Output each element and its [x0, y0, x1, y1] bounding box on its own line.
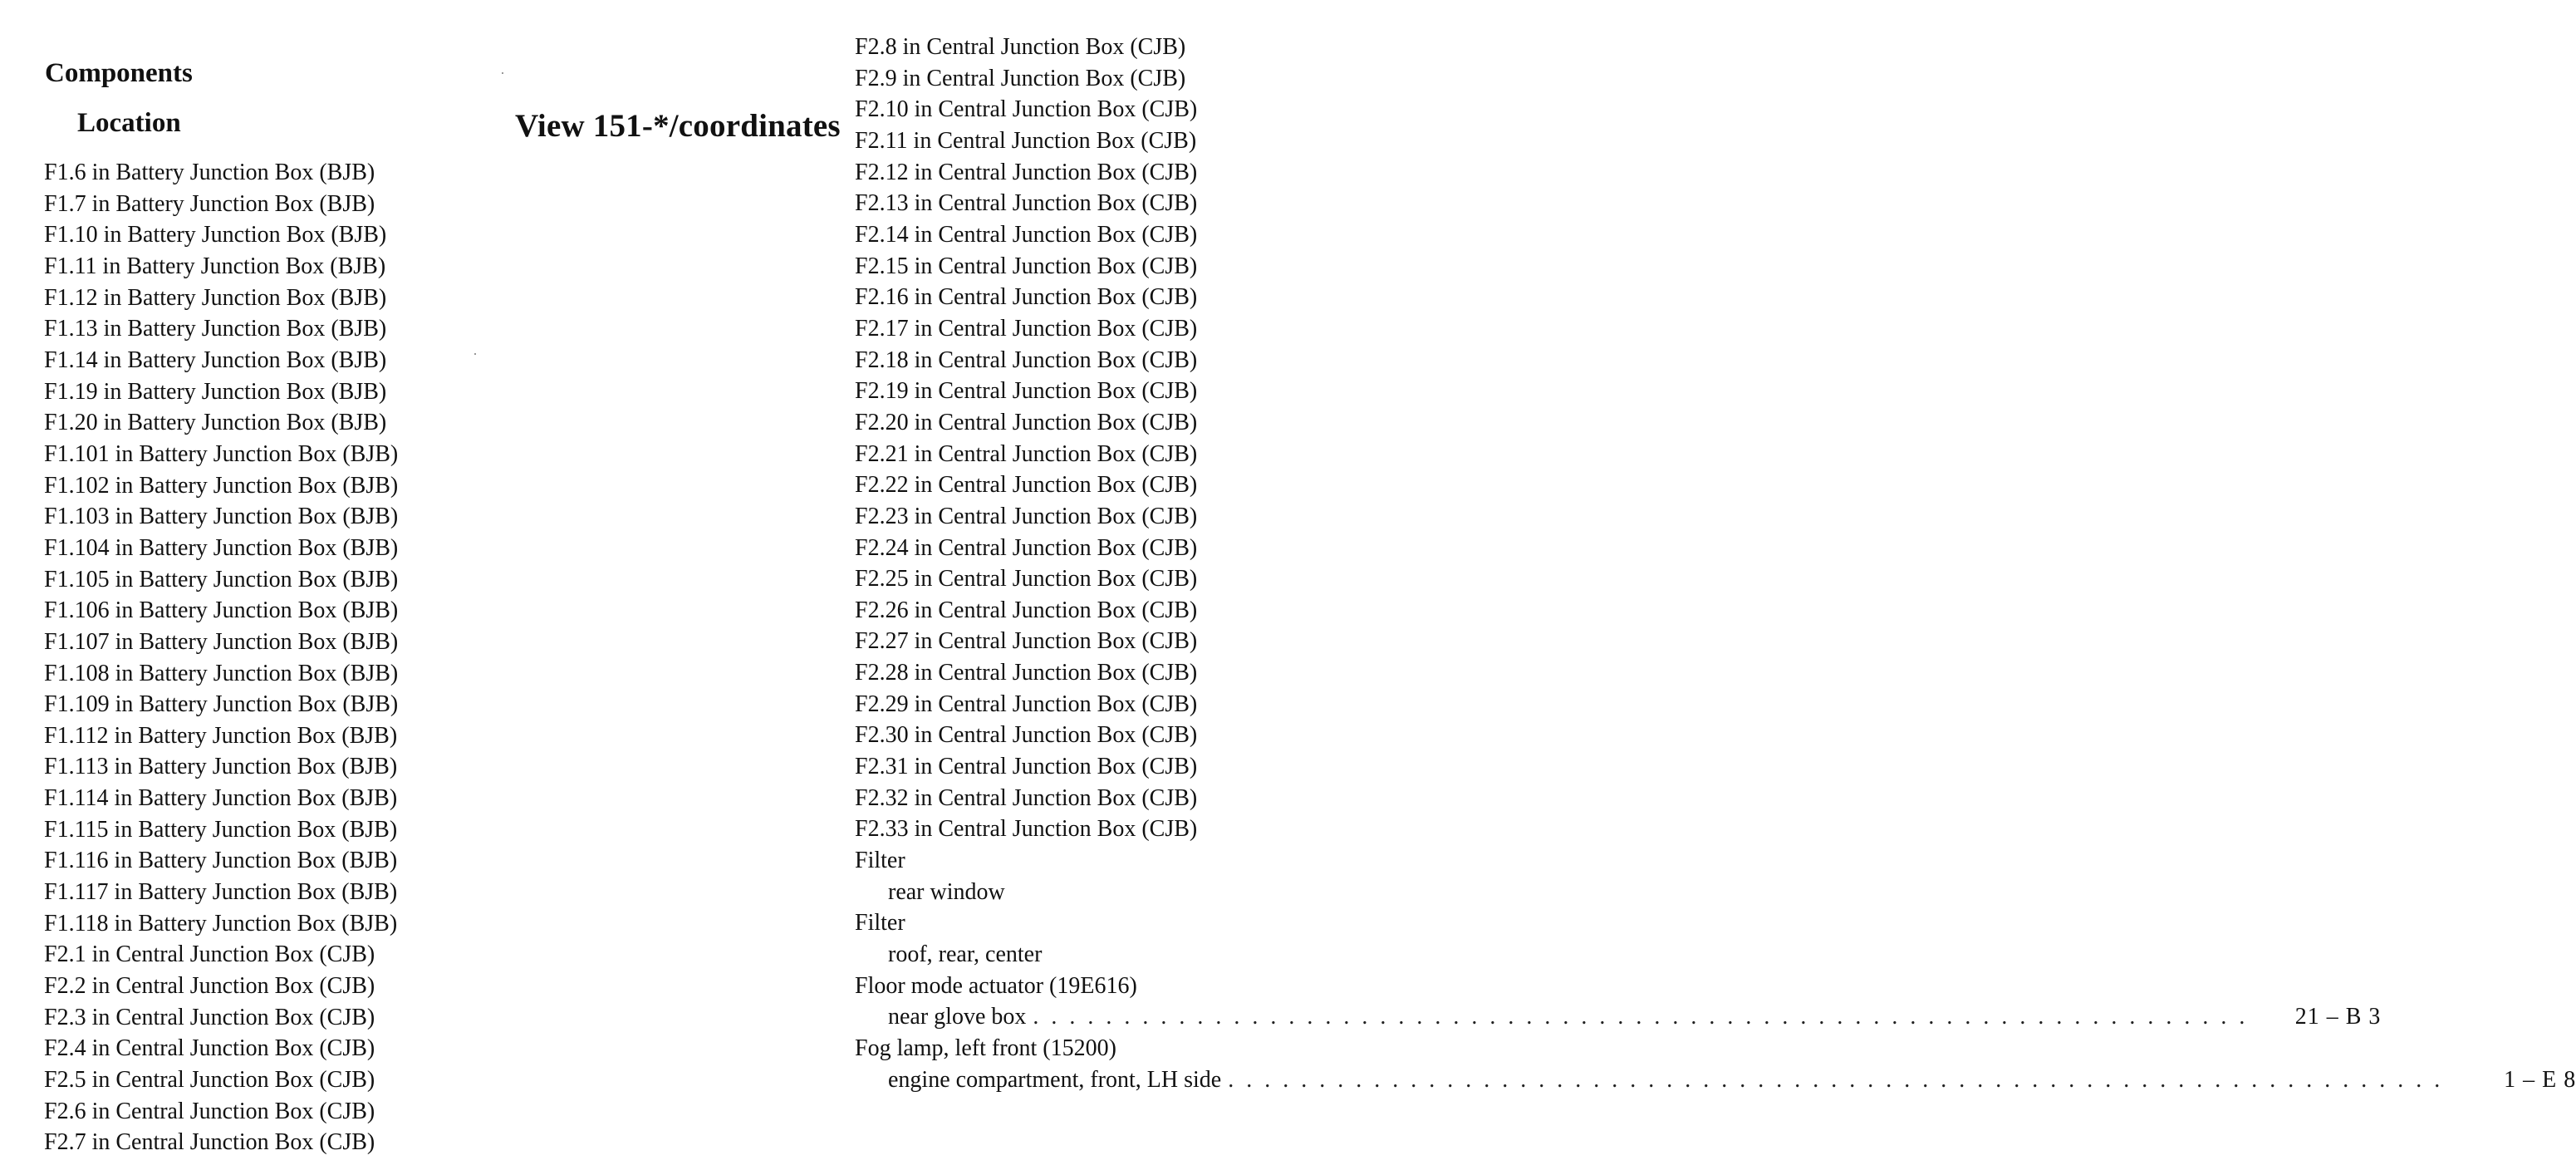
list-item: F2.9 in Central Junction Box (CJB): [855, 65, 1186, 91]
list-item: F2.5 in Central Junction Box (CJB): [44, 1067, 375, 1094]
list-item: F1.113 in Battery Junction Box (BJB): [44, 754, 398, 780]
list-item: F1.105 in Battery Junction Box (BJB): [44, 566, 399, 592]
list-item: F1.12 in Battery Junction Box (BJB): [44, 284, 387, 311]
floor-mode-actuator-name: Floor mode actuator (19E616): [855, 972, 1137, 999]
list-item: F1.118 in Battery Junction Box (BJB): [44, 910, 398, 936]
list-item: F1.104 in Battery Junction Box (BJB): [44, 534, 399, 561]
list-item: F2.25 in Central Junction Box (CJB): [855, 566, 1198, 592]
list-item: F2.16 in Central Junction Box (CJB): [855, 284, 1198, 311]
list-item: F2.33 in Central Junction Box (CJB): [855, 816, 1198, 843]
list-item: F2.26 in Central Junction Box (CJB): [855, 597, 1198, 623]
list-item: F2.14 in Central Junction Box (CJB): [855, 221, 1198, 248]
dot-leader: . . . . . . . . . . . . . . . . . . . . . . . . . . . . . . . . . . . . . . . . . . . . . . . . . . . . . . . . . . . . . . . . . . .: [1033, 1004, 2249, 1030]
list-item: F1.14 in Battery Junction Box (BJB): [44, 347, 387, 373]
list-item: F2.27 in Central Junction Box (CJB): [855, 628, 1198, 655]
list-item: F1.10 in Battery Junction Box (BJB): [44, 222, 387, 248]
list-item: F2.4 in Central Junction Box (CJB): [44, 1035, 375, 1062]
list-item: F2.1 in Central Junction Box (CJB): [44, 941, 375, 968]
list-item: F1.7 in Battery Junction Box (BJB): [44, 190, 375, 217]
fog-lamp-left-front-location: engine compartment, front, LH side: [888, 1066, 1222, 1093]
location-heading: Location: [77, 108, 181, 138]
list-item: F2.12 in Central Junction Box (CJB): [855, 159, 1198, 185]
list-item: F2.28 in Central Junction Box (CJB): [855, 660, 1198, 686]
list-item: F1.108 in Battery Junction Box (BJB): [44, 660, 399, 686]
list-item: F2.31 in Central Junction Box (CJB): [855, 754, 1198, 780]
list-item: F1.102 in Battery Junction Box (BJB): [44, 472, 399, 499]
list-item: F2.15 in Central Junction Box (CJB): [855, 253, 1198, 279]
filter-rear-window-name: Filter: [855, 848, 905, 874]
floor-mode-actuator-coordinate: 21 – B 3: [2294, 1004, 2382, 1030]
list-item: F2.24 in Central Junction Box (CJB): [855, 534, 1198, 561]
list-item: F1.20 in Battery Junction Box (BJB): [44, 410, 387, 436]
floor-mode-actuator-location: near glove box: [888, 1004, 1027, 1030]
list-item: F2.29 in Central Junction Box (CJB): [855, 691, 1198, 717]
list-item: F2.19 in Central Junction Box (CJB): [855, 378, 1198, 405]
list-item: F1.6 in Battery Junction Box (BJB): [44, 160, 375, 185]
view-coordinates-heading: View 151-*/coordinates: [515, 108, 841, 144]
list-item: F1.116 in Battery Junction Box (BJB): [44, 848, 398, 874]
fog-lamp-left-front-row: [855, 1064, 2576, 1096]
list-item: F2.22 in Central Junction Box (CJB): [855, 472, 1198, 499]
filter-roof-location: roof, rear, center: [888, 941, 1043, 968]
list-item: F2.2 in Central Junction Box (CJB): [44, 973, 375, 1000]
list-item: F2.10 in Central Junction Box (CJB): [855, 96, 1198, 123]
right-component-list: [855, 32, 2576, 1095]
list-item: F1.11 in Battery Junction Box (BJB): [44, 253, 386, 279]
list-item: F1.109 in Battery Junction Box (BJB): [44, 691, 399, 718]
floor-mode-actuator-row: [855, 1001, 2382, 1033]
dot-leader: . . . . . . . . . . . . . . . . . . . . . . . . . . . . . . . . . . . . . . . . . . . . . . . . . . . . . . . . . . . . . . . . . . .: [1228, 1066, 2444, 1093]
list-item: F1.112 in Battery Junction Box (BJB): [44, 722, 398, 749]
list-item: F1.115 in Battery Junction Box (BJB): [44, 816, 398, 843]
list-item: F2.32 in Central Junction Box (CJB): [855, 784, 1198, 811]
list-item: F1.106 in Battery Junction Box (BJB): [44, 597, 399, 624]
list-item: F2.13 in Central Junction Box (CJB): [855, 190, 1198, 217]
filter-roof-name: Filter: [855, 910, 905, 936]
fog-lamp-left-front-coordinate: 1 – E 8: [2504, 1066, 2576, 1093]
list-item: F2.7 in Central Junction Box (CJB): [44, 1129, 375, 1156]
list-item: F2.18 in Central Junction Box (CJB): [855, 347, 1198, 373]
fog-lamp-left-front-name: Fog lamp, left front (15200): [855, 1035, 1116, 1061]
filter-rear-window-location: rear window: [888, 878, 1005, 905]
list-item: F2.17 in Central Junction Box (CJB): [855, 315, 1198, 342]
list-item: F1.101 in Battery Junction Box (BJB): [44, 440, 399, 467]
list-item: F1.103 in Battery Junction Box (BJB): [44, 504, 399, 530]
list-item: F2.30 in Central Junction Box (CJB): [855, 722, 1198, 749]
list-item: F1.13 in Battery Junction Box (BJB): [44, 316, 387, 342]
list-item: F1.19 in Battery Junction Box (BJB): [44, 378, 387, 405]
list-item: F2.20 in Central Junction Box (CJB): [855, 409, 1198, 435]
left-component-list: [44, 157, 509, 1158]
scan-speck: [502, 72, 503, 74]
list-item: F2.6 in Central Junction Box (CJB): [44, 1098, 375, 1124]
components-heading: Components: [45, 58, 193, 88]
list-item: F1.114 in Battery Junction Box (BJB): [44, 785, 398, 812]
list-item: F1.117 in Battery Junction Box (BJB): [44, 879, 398, 906]
list-item: F2.23 in Central Junction Box (CJB): [855, 503, 1198, 529]
list-item: F1.107 in Battery Junction Box (BJB): [44, 628, 399, 655]
list-item: F2.11 in Central Junction Box (CJB): [855, 127, 1197, 154]
list-item: F2.8 in Central Junction Box (CJB): [855, 34, 1186, 60]
list-item: F2.3 in Central Junction Box (CJB): [44, 1004, 375, 1030]
list-item: F2.21 in Central Junction Box (CJB): [855, 440, 1198, 467]
